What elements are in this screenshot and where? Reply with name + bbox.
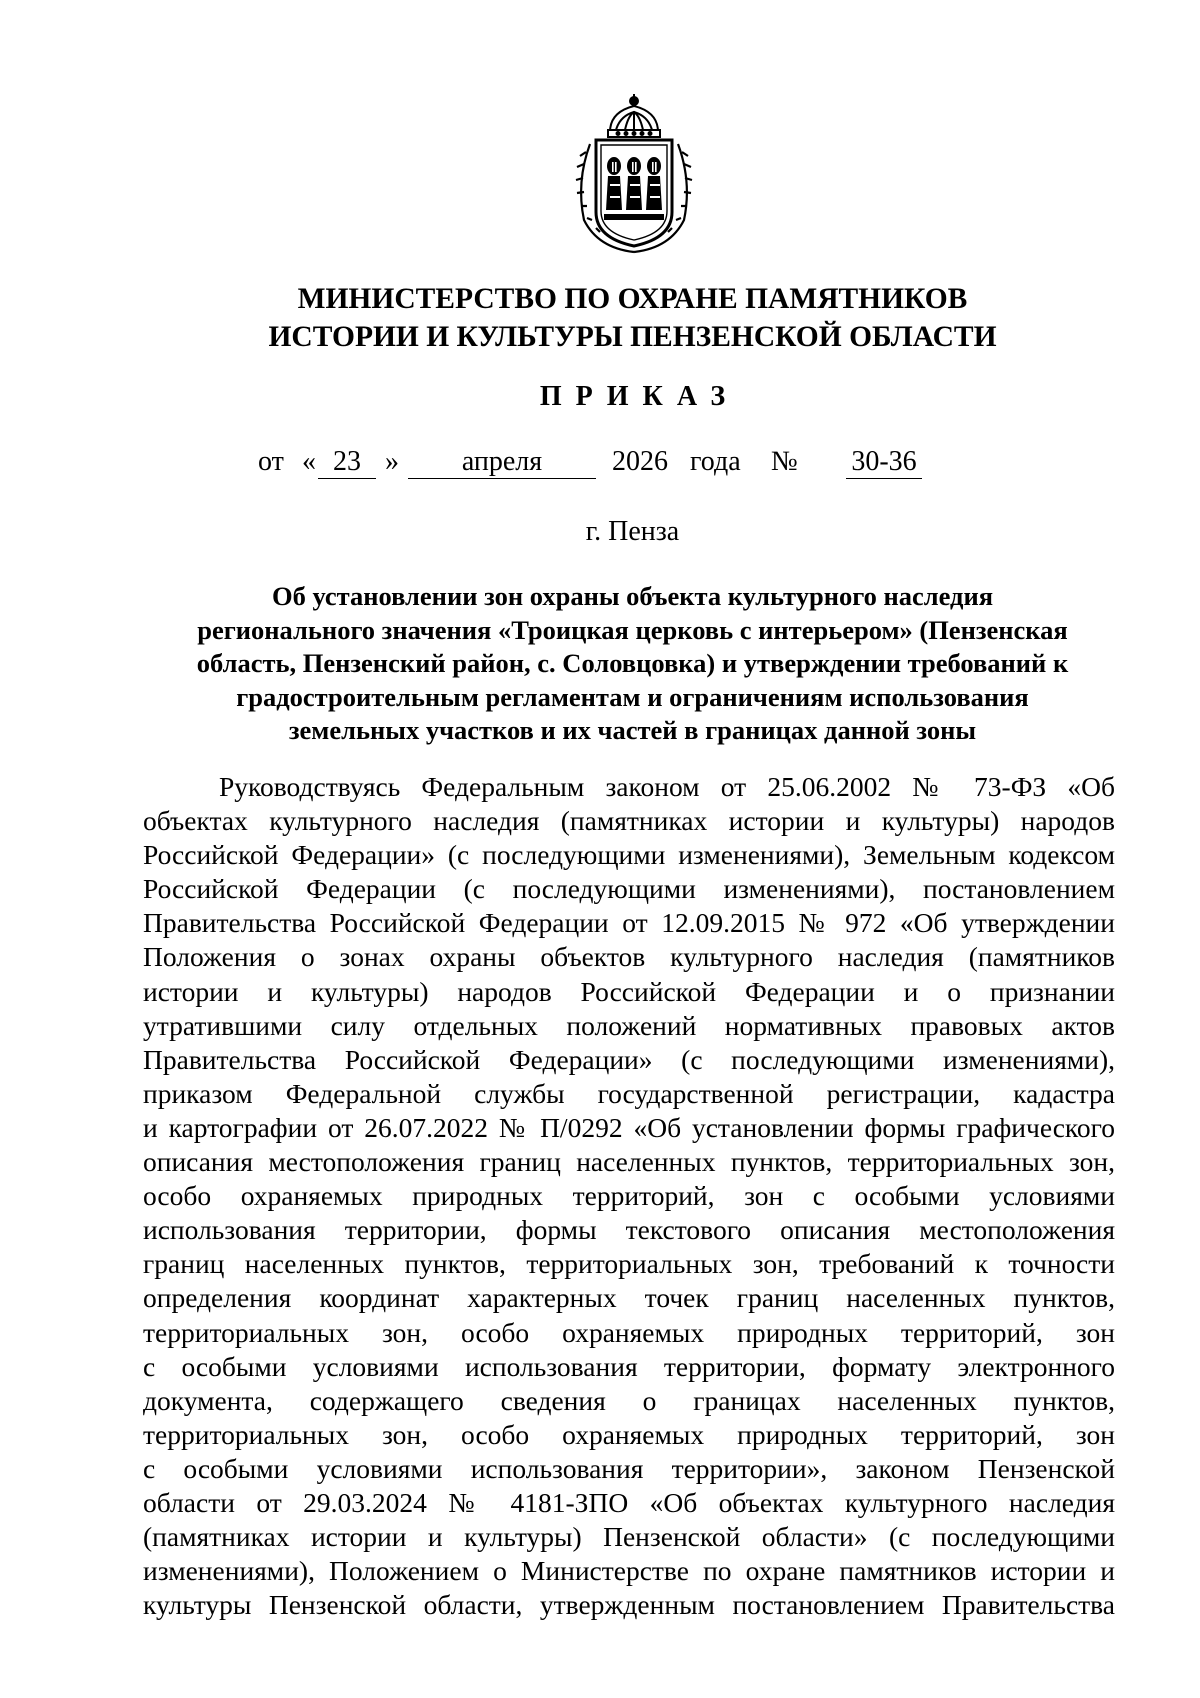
date-year-label: года — [690, 446, 741, 477]
body-line: Российской Федерации (с последующими изменениями), постановлением — [143, 873, 1115, 905]
subject-line: Об установлении зон охраны объекта культурного наследия — [271, 581, 994, 611]
body-line: территориальных зон, особо охраняемых природных территорий, зон — [143, 1418, 1115, 1450]
order-number-value: 30-36 — [851, 446, 917, 477]
subject-line: земельных участков и их частей в границах данной зоны — [288, 715, 977, 745]
body-line: использования территории, формы текстового описания местоположения — [143, 1214, 1115, 1246]
body-line: Российской Федерации» (с последующими изменениями), Земельным кодексом — [143, 839, 1115, 871]
body-line: описания местоположения границ населенных пунктов, территориальных зон, — [143, 1146, 1115, 1178]
body-line: приказом Федеральной службы государственной регистрации, кадастра — [143, 1077, 1115, 1109]
body-line: утратившими силу отдельных положений нормативных правовых актов — [143, 1009, 1115, 1041]
subject-line: регионального значения «Троицкая церковь с интерьером» (Пензенская — [197, 614, 1068, 645]
city-name: г. Пенза — [585, 516, 680, 547]
ministry-name-line-2: ИСТОРИИ И КУЛЬТУРЫ ПЕНЗЕНСКОЙ ОБЛАСТИ — [268, 321, 997, 353]
coat-of-arms-icon — [570, 92, 698, 254]
date-day-field — [318, 446, 376, 479]
body-line: Правительства Российской Федерации» (с последующими изменениями), — [143, 1043, 1115, 1075]
ministry-name-line-1: МИНИСТЕРСТВО ПО ОХРАНЕ ПАМЯТНИКОВ — [297, 283, 968, 315]
date-from-label: от — [258, 446, 284, 477]
order-subject — [150, 580, 1115, 748]
document-type-title: ПРИКАЗ — [539, 381, 740, 412]
body-line: и картографии от 26.07.2022 № П/0292 «Об установлении формы графического — [143, 1111, 1115, 1143]
body-line: области от 29.03.2024 № 4181-ЗПО «Об объектах культурного наследия — [143, 1486, 1115, 1518]
body-line: объектах культурного наследия (памятниках истории и культуры) народов — [143, 805, 1115, 837]
subject-line: область, Пензенский район, с. Соловцовка) и утверждении требований к — [196, 648, 1069, 678]
body-line: с особыми условиями использования территории, формату электронного — [143, 1350, 1115, 1382]
order-body-paragraph — [143, 770, 1115, 1622]
body-line: Положения о зонах охраны объектов культурного наследия (памятников — [143, 941, 1115, 973]
body-line: определения координат характерных точек границ населенных пунктов, — [143, 1282, 1115, 1314]
body-line: территориальных зон, особо охраняемых природных территорий, зон — [143, 1316, 1115, 1348]
body-line: Правительства Российской Федерации от 12.09.2015 № 972 «Об утверждении — [143, 907, 1115, 939]
body-line: с особыми условиями использования территории», законом Пензенской — [143, 1452, 1115, 1484]
body-line: особо охраняемых природных территорий, зон с особыми условиями — [143, 1180, 1115, 1212]
date-month-value: апреля — [461, 446, 543, 477]
date-month-field — [408, 446, 596, 479]
body-line: границ населенных пунктов, территориальных зон, требований к точности — [143, 1248, 1115, 1280]
date-day-value: 23 — [333, 446, 361, 477]
body-line: (памятниках истории и культуры) Пензенской области» (с последующими — [143, 1521, 1115, 1553]
body-line: изменениями), Положением о Министерстве по охране памятников истории и — [143, 1555, 1115, 1587]
date-open-quote: « — [302, 446, 316, 477]
body-line: Руководствуясь Федеральным законом от 25.06.2002 № 73-ФЗ «Об — [219, 771, 1115, 802]
subject-line: градостроительным регламентам и ограничениям использования — [236, 681, 1029, 712]
ministry-name — [150, 280, 1115, 356]
body-line: культуры Пензенской области, утвержденным постановлением Правительства — [143, 1589, 1115, 1621]
date-number-line — [0, 446, 1200, 486]
order-number-field — [846, 446, 922, 479]
number-sign: № — [771, 446, 798, 477]
date-close-quote: » — [385, 446, 399, 477]
body-line: документа, содержащего сведения о границах населенных пунктов, — [143, 1384, 1115, 1416]
body-line: истории и культуры) народов Российской Федерации и о признании — [143, 975, 1115, 1007]
date-year: 2026 — [612, 446, 668, 477]
